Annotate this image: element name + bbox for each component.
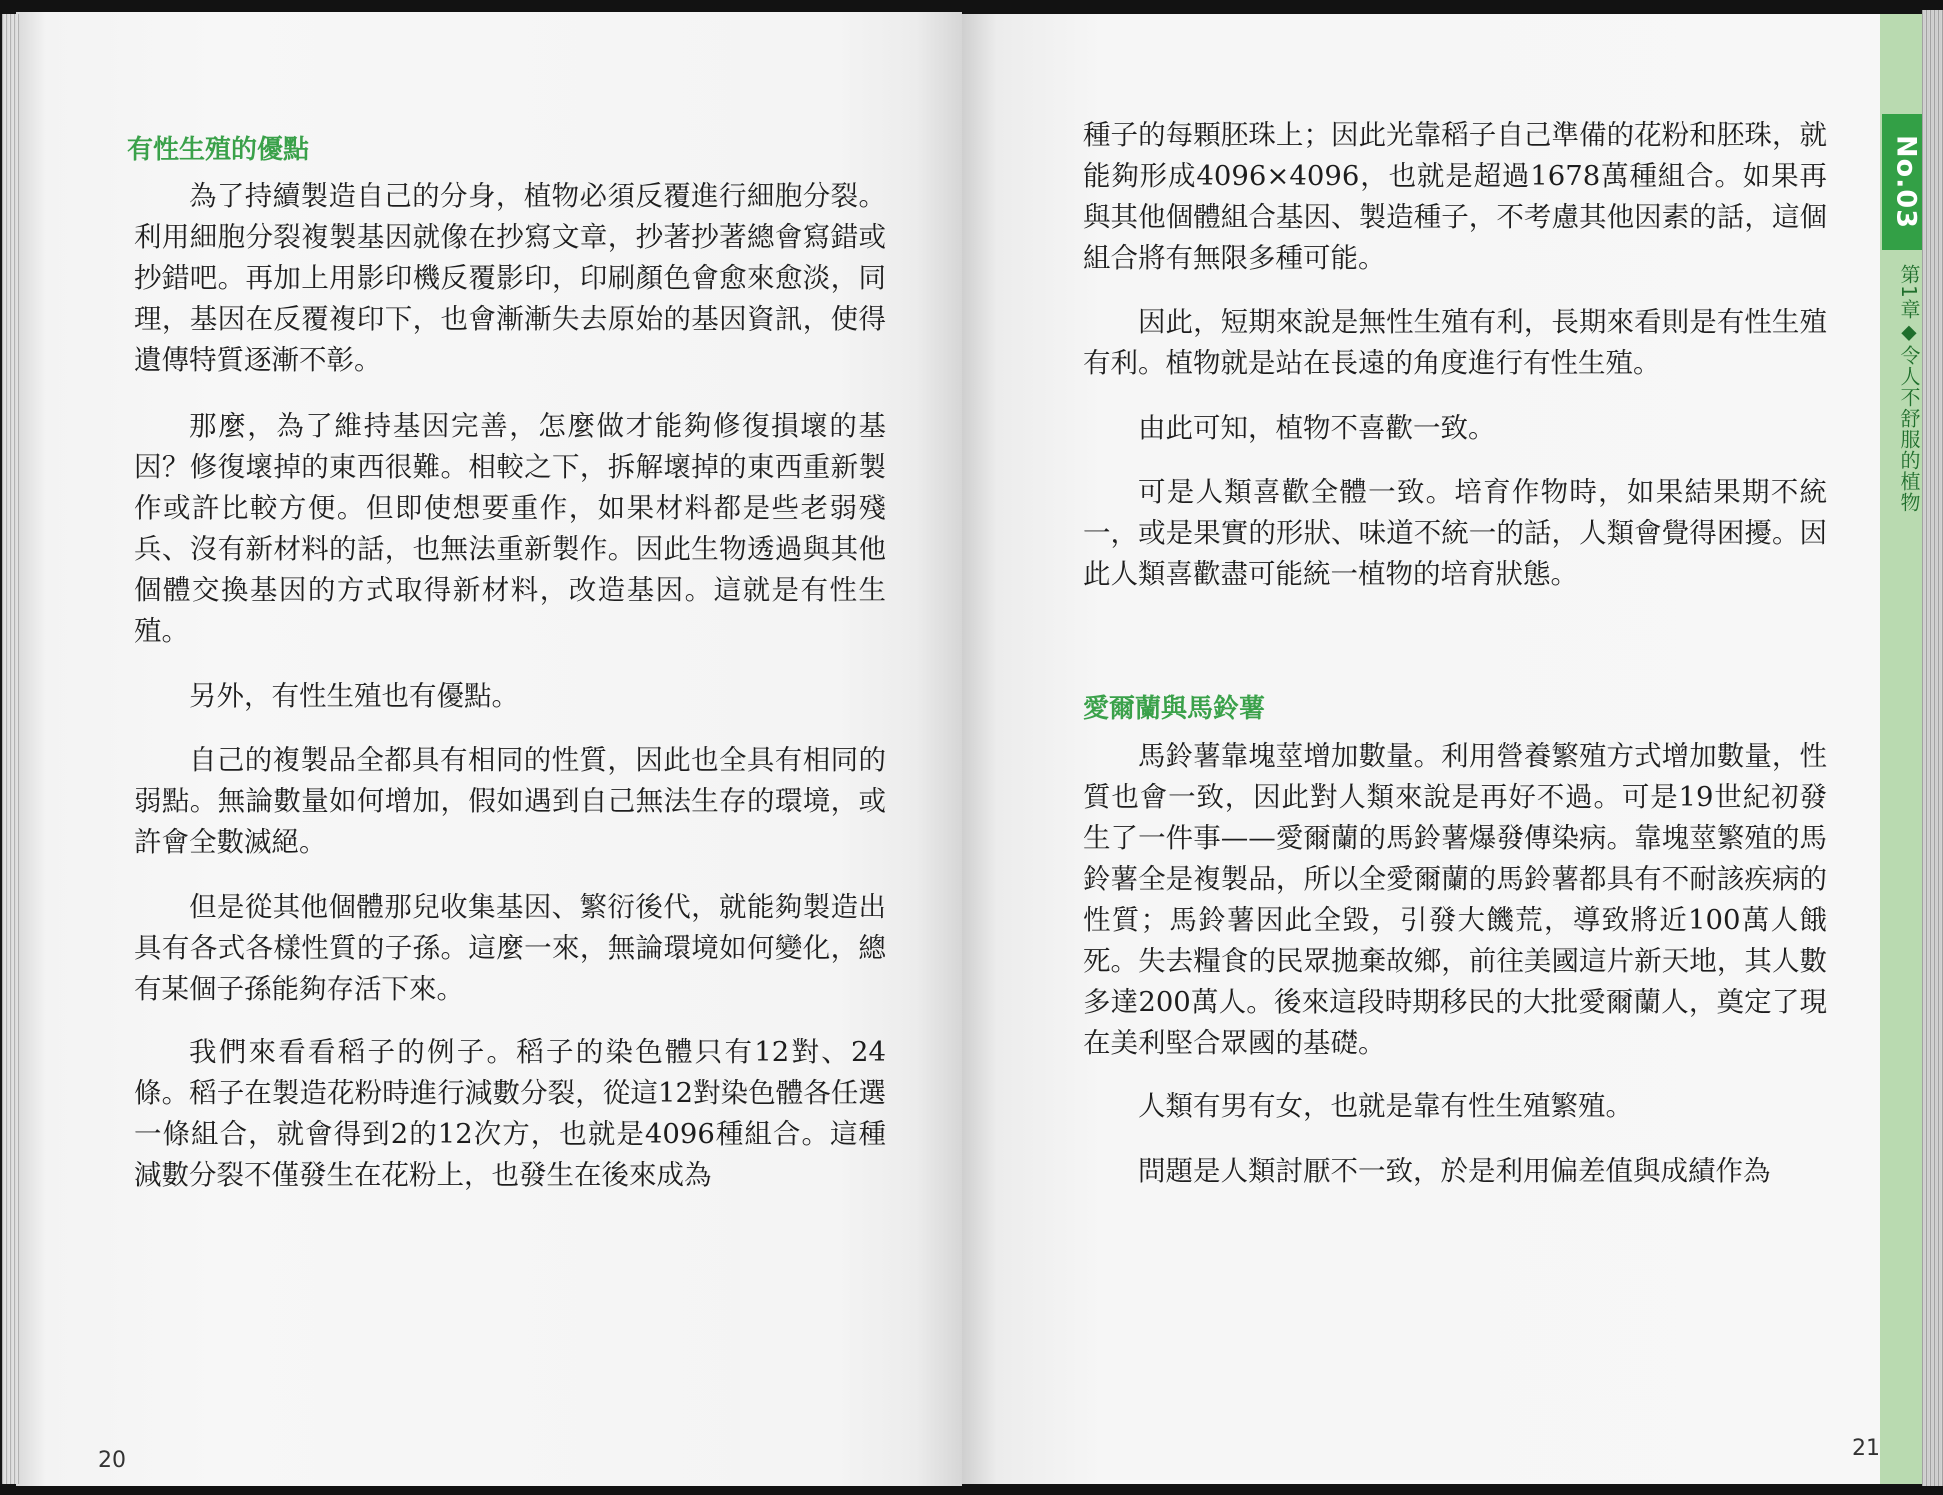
left-page-edges	[2, 14, 20, 1484]
chapter-title: 第1章◆令人不舒服的植物	[1897, 264, 1921, 513]
chapter-number: No.03	[1890, 135, 1922, 229]
paragraph: 我們來看看稻子的例子。稻子的染色體只有12對、24條。稻子在製造花粉時進行減數分裂，從這12對染色體各任選一條組合，就會得到2的12次方，也就是4096種組合。這種減數分裂不僅發生在花粉上，也發生在後來成為	[134, 1036, 886, 1191]
paragraph: 但是從其他個體那兒收集基因、繁衍後代，就能夠製造出具有各式各樣性質的子孫。這麼一來，無論環境如何變化，總有某個子孫能夠存活下來。	[134, 891, 886, 1005]
paragraph-continuation: 種子的每顆胚珠上；因此光靠稻子自己準備的花粉和胚珠，就能夠形成4096×4096，也就是超過1678萬種組合。如果再與其他個體組合基因、製造種子，不考慮其他因素的話，這個組合將有無限多種可能。	[1083, 119, 1827, 274]
page-number: 20	[98, 1448, 126, 1473]
paragraph: 為了持續製造自己的分身，植物必須反覆進行細胞分裂。利用細胞分裂複製基因就像在抄寫文章，抄著抄著總會寫錯或抄錯吧。再加上用影印機反覆影印，印刷顏色會愈來愈淡，同理，基因在反覆複印下，也會漸漸失去原始的基因資訊，使得遺傳特質逐漸不彰。	[134, 180, 886, 376]
right-page-edges	[1922, 10, 1943, 1488]
paragraph: 馬鈴薯靠塊莖增加數量。利用營養繁殖方式增加數量，性質也會一致，因此對人類來說是再好不過。可是19世紀初發生了一件事——愛爾蘭的馬鈴薯爆發傳染病。靠塊莖繁殖的馬鈴薯全是複製品，所以全愛爾蘭的馬鈴薯都具有不耐該疾病的性質；馬鈴薯因此全毀，引發大饑荒，導致將近100萬人餓死。失去糧食的民眾拋棄故鄉，前往美國這片新天地，其人數多達200萬人。後來這段時期移民的大批愛爾蘭人，奠定了現在美利堅合眾國的基礎。	[1083, 740, 1827, 1059]
page-number: 21	[1852, 1436, 1880, 1461]
paragraph: 自己的複製品全都具有相同的性質，因此也全具有相同的弱點。無論數量如何增加，假如遇到自己無法生存的環境，或許會全數滅絕。	[134, 744, 886, 858]
paragraph: 可是人類喜歡全體一致。培育作物時，如果結果期不統一，或是果實的形狀、味道不統一的話，人類會覺得困擾。因此人類喜歡盡可能統一植物的培育狀態。	[1083, 476, 1827, 590]
paragraph: 由此可知，植物不喜歡一致。	[1138, 412, 1496, 444]
paragraph: 人類有男有女，也就是靠有性生殖繁殖。	[1138, 1090, 1633, 1122]
section-heading-ireland-potato: 愛爾蘭與馬鈴薯	[1083, 694, 1266, 724]
section-heading-advantages: 有性生殖的優點	[127, 135, 310, 165]
paragraph: 那麼，為了維持基因完善，怎麼做才能夠修復損壞的基因？修復壞掉的東西很難。相較之下，拆解壞掉的東西重新製作或許比較方便。但即使想要重作，如果材料都是些老弱殘兵、沒有新材料的話，也無法重新製作。因此生物透過與其他個體交換基因的方式取得新材料，改造基因。這就是有性生殖。	[134, 410, 886, 647]
paragraph: 另外，有性生殖也有優點。	[189, 680, 519, 712]
scan-bottom-border	[0, 1486, 1943, 1495]
paragraph: 問題是人類討厭不一致，於是利用偏差值與成績作為	[1138, 1155, 1771, 1187]
paragraph: 因此，短期來說是無性生殖有利，長期來看則是有性生殖有利。植物就是站在長遠的角度進行有性生殖。	[1083, 306, 1827, 379]
